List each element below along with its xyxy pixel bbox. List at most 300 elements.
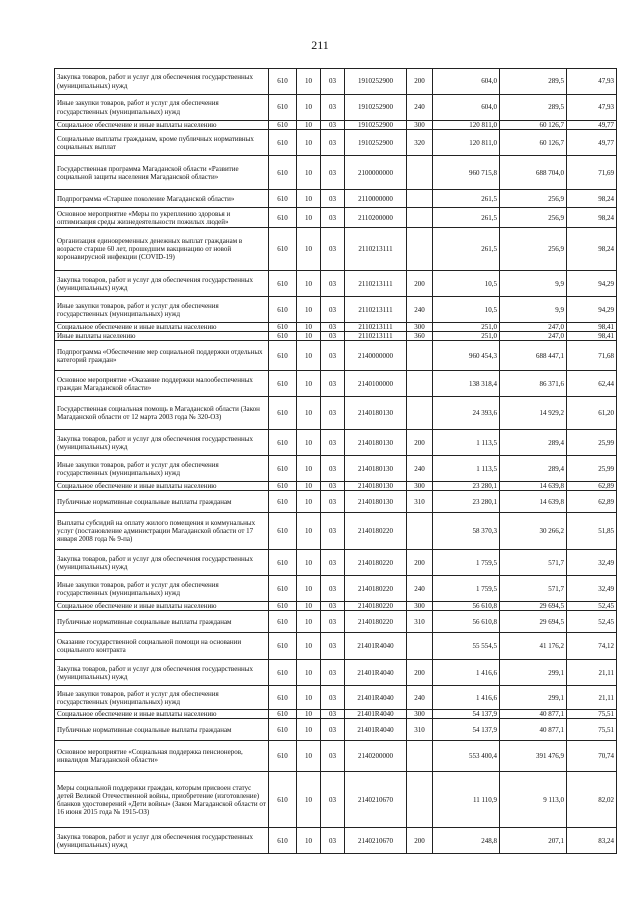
cell-name: Основное мероприятие «Меры по укреплению здоровья и оптимизация среды жизнедеятельности пожилых людей» (55, 208, 269, 228)
cell-ved: 610 (269, 550, 297, 576)
cell-csr: 1910252900 (345, 95, 407, 121)
cell-fact: 41 176,2 (500, 633, 567, 660)
cell-pct: 98,24 (567, 228, 617, 271)
cell-plan: 960 715,8 (433, 156, 500, 190)
cell-plan: 261,5 (433, 228, 500, 271)
cell-ved: 610 (269, 828, 297, 854)
cell-pr: 03 (321, 828, 345, 854)
cell-pct: 98,24 (567, 208, 617, 228)
cell-pr: 03 (321, 156, 345, 190)
cell-rz: 10 (297, 686, 321, 710)
cell-plan: 23 280,1 (433, 491, 500, 513)
cell-ved: 610 (269, 332, 297, 341)
cell-csr: 2110213111 (345, 228, 407, 271)
cell-fact: 256,9 (500, 190, 567, 208)
cell-plan: 1 113,5 (433, 430, 500, 456)
cell-vr: 200 (407, 550, 433, 576)
cell-csr: 2140100000 (345, 371, 407, 397)
table-row (55, 69, 617, 95)
cell-rz: 10 (297, 371, 321, 397)
cell-ved: 610 (269, 491, 297, 513)
table-row (55, 208, 617, 228)
cell-pct: 21,11 (567, 686, 617, 710)
cell-csr: 2110213111 (345, 297, 407, 323)
cell-rz: 10 (297, 633, 321, 660)
table-row (55, 371, 617, 397)
cell-fact: 60 126,7 (500, 121, 567, 130)
cell-vr: 310 (407, 491, 433, 513)
cell-vr: 240 (407, 95, 433, 121)
cell-name: Государственная социальная помощь в Магаданской области (Закон Магаданской области от 12 марта 2003 года № 320-ОЗ) (55, 397, 269, 430)
cell-fact: 571,7 (500, 576, 567, 602)
cell-ved: 610 (269, 208, 297, 228)
cell-rz: 10 (297, 741, 321, 772)
cell-name: Социальное обеспечение и иные выплаты населению (55, 482, 269, 491)
cell-fact: 256,9 (500, 208, 567, 228)
cell-fact: 14 929,2 (500, 397, 567, 430)
cell-vr: 200 (407, 271, 433, 297)
cell-name: Выплаты субсидий на оплату жилого помещения и коммунальных услуг (постановление администрации Магаданской области от 17 января 2008 года № 9-па) (55, 513, 269, 550)
cell-plan: 56 610,8 (433, 611, 500, 633)
cell-pct: 62,89 (567, 482, 617, 491)
cell-rz: 10 (297, 323, 321, 332)
cell-vr (407, 397, 433, 430)
cell-ved: 610 (269, 130, 297, 156)
cell-rz: 10 (297, 121, 321, 130)
cell-pct: 83,24 (567, 828, 617, 854)
cell-pct: 49,77 (567, 130, 617, 156)
cell-vr: 200 (407, 69, 433, 95)
cell-csr: 2140180220 (345, 602, 407, 611)
cell-vr (407, 772, 433, 828)
cell-csr: 2140210670 (345, 828, 407, 854)
table-row (55, 491, 617, 513)
cell-pr: 03 (321, 271, 345, 297)
cell-fact: 30 266,2 (500, 513, 567, 550)
cell-name: Закупка товаров, работ и услуг для обеспечения государственных (муниципальных) нужд (55, 550, 269, 576)
cell-csr: 2110213111 (345, 271, 407, 297)
cell-pr: 03 (321, 611, 345, 633)
cell-plan: 261,5 (433, 208, 500, 228)
cell-vr: 200 (407, 660, 433, 686)
cell-pr: 03 (321, 228, 345, 271)
cell-plan: 553 400,4 (433, 741, 500, 772)
cell-rz: 10 (297, 208, 321, 228)
table-row (55, 513, 617, 550)
cell-name: Основное мероприятие «Социальная поддержка пенсионеров, инвалидов Магаданской области» (55, 741, 269, 772)
cell-pct: 74,12 (567, 633, 617, 660)
cell-ved: 610 (269, 156, 297, 190)
cell-pct: 94,29 (567, 297, 617, 323)
cell-name: Иные закупки товаров, работ и услуг для обеспечения государственных (муниципальных) нужд (55, 297, 269, 323)
cell-pr: 03 (321, 371, 345, 397)
cell-vr (407, 190, 433, 208)
cell-plan: 10,5 (433, 297, 500, 323)
table-row (55, 156, 617, 190)
cell-rz: 10 (297, 69, 321, 95)
table-body (55, 69, 617, 854)
cell-csr: 2100000000 (345, 156, 407, 190)
cell-name: Иные закупки товаров, работ и услуг для обеспечения государственных (муниципальных) нужд (55, 576, 269, 602)
cell-plan: 1 113,5 (433, 456, 500, 482)
cell-vr: 300 (407, 121, 433, 130)
cell-plan: 24 393,6 (433, 397, 500, 430)
cell-rz: 10 (297, 156, 321, 190)
cell-plan: 604,0 (433, 95, 500, 121)
cell-pr: 03 (321, 332, 345, 341)
table-row (55, 772, 617, 828)
page-number: 211 (311, 38, 329, 52)
cell-csr: 21401R4040 (345, 633, 407, 660)
cell-fact: 207,1 (500, 828, 567, 854)
cell-pct: 49,77 (567, 121, 617, 130)
cell-csr: 2140180130 (345, 456, 407, 482)
table-row (55, 710, 617, 719)
cell-rz: 10 (297, 297, 321, 323)
cell-ved: 610 (269, 611, 297, 633)
cell-csr: 2110213111 (345, 323, 407, 332)
cell-fact: 40 877,1 (500, 719, 567, 741)
cell-fact: 289,5 (500, 95, 567, 121)
cell-rz: 10 (297, 332, 321, 341)
table-row (55, 482, 617, 491)
cell-fact: 299,1 (500, 660, 567, 686)
cell-plan: 604,0 (433, 69, 500, 95)
cell-name: Закупка товаров, работ и услуг для обеспечения государственных (муниципальных) нужд (55, 660, 269, 686)
cell-csr: 2140180220 (345, 576, 407, 602)
cell-plan: 138 318,4 (433, 371, 500, 397)
cell-name: Иные закупки товаров, работ и услуг для обеспечения государственных (муниципальных) нужд (55, 95, 269, 121)
cell-vr: 240 (407, 456, 433, 482)
cell-ved: 610 (269, 95, 297, 121)
cell-plan: 11 110,9 (433, 772, 500, 828)
cell-ved: 610 (269, 430, 297, 456)
cell-csr: 2140210670 (345, 772, 407, 828)
cell-ved: 610 (269, 513, 297, 550)
cell-name: Социальные выплаты гражданам, кроме публичных нормативных социальных выплат (55, 130, 269, 156)
cell-pct: 98,24 (567, 190, 617, 208)
cell-pr: 03 (321, 482, 345, 491)
cell-csr: 2140180130 (345, 482, 407, 491)
cell-pct: 75,51 (567, 719, 617, 741)
cell-pr: 03 (321, 741, 345, 772)
cell-rz: 10 (297, 602, 321, 611)
cell-rz: 10 (297, 611, 321, 633)
cell-rz: 10 (297, 772, 321, 828)
cell-ved: 610 (269, 121, 297, 130)
cell-csr: 2140180220 (345, 513, 407, 550)
cell-pr: 03 (321, 69, 345, 95)
table-row (55, 297, 617, 323)
cell-rz: 10 (297, 397, 321, 430)
cell-pr: 03 (321, 341, 345, 371)
cell-plan: 1 416,6 (433, 686, 500, 710)
cell-name: Иные закупки товаров, работ и услуг для обеспечения государственных (муниципальных) нужд (55, 456, 269, 482)
cell-name: Социальное обеспечение и иные выплаты населению (55, 323, 269, 332)
cell-rz: 10 (297, 828, 321, 854)
cell-name: Закупка товаров, работ и услуг для обеспечения государственных (муниципальных) нужд (55, 69, 269, 95)
cell-pct: 82,02 (567, 772, 617, 828)
cell-pr: 03 (321, 297, 345, 323)
cell-plan: 55 554,5 (433, 633, 500, 660)
table-row (55, 576, 617, 602)
cell-pr: 03 (321, 686, 345, 710)
cell-vr: 300 (407, 482, 433, 491)
cell-plan: 248,8 (433, 828, 500, 854)
cell-ved: 610 (269, 341, 297, 371)
cell-pr: 03 (321, 772, 345, 828)
table-row (55, 719, 617, 741)
cell-pct: 61,20 (567, 397, 617, 430)
cell-name: Публичные нормативные социальные выплаты гражданам (55, 719, 269, 741)
cell-fact: 256,9 (500, 228, 567, 271)
cell-name: Иные выплаты населению (55, 332, 269, 341)
cell-pr: 03 (321, 602, 345, 611)
cell-plan: 54 137,9 (433, 710, 500, 719)
cell-ved: 610 (269, 482, 297, 491)
cell-plan: 58 370,3 (433, 513, 500, 550)
cell-fact: 688 447,1 (500, 341, 567, 371)
cell-plan: 1 759,5 (433, 550, 500, 576)
cell-csr: 2140180130 (345, 491, 407, 513)
cell-fact: 247,0 (500, 323, 567, 332)
cell-fact: 289,5 (500, 69, 567, 95)
cell-csr: 21401R4040 (345, 719, 407, 741)
cell-ved: 610 (269, 271, 297, 297)
cell-vr: 310 (407, 611, 433, 633)
cell-pct: 47,93 (567, 95, 617, 121)
cell-vr: 310 (407, 719, 433, 741)
cell-csr: 1910252900 (345, 121, 407, 130)
cell-fact: 29 694,5 (500, 602, 567, 611)
cell-csr: 2110200000 (345, 208, 407, 228)
cell-pr: 03 (321, 710, 345, 719)
table-row (55, 397, 617, 430)
cell-plan: 261,5 (433, 190, 500, 208)
cell-pr: 03 (321, 95, 345, 121)
cell-ved: 610 (269, 69, 297, 95)
table-row (55, 341, 617, 371)
table-row (55, 130, 617, 156)
cell-plan: 120 811,0 (433, 121, 500, 130)
cell-pct: 32,49 (567, 576, 617, 602)
cell-name: Оказание государственной социальной помощи на основании социального контракта (55, 633, 269, 660)
cell-vr: 200 (407, 430, 433, 456)
cell-plan: 120 811,0 (433, 130, 500, 156)
cell-name: Социальное обеспечение и иные выплаты населению (55, 710, 269, 719)
cell-vr: 300 (407, 323, 433, 332)
cell-pr: 03 (321, 633, 345, 660)
cell-pct: 52,45 (567, 611, 617, 633)
table-row (55, 633, 617, 660)
cell-rz: 10 (297, 482, 321, 491)
cell-csr: 1910252900 (345, 69, 407, 95)
cell-ved: 610 (269, 719, 297, 741)
cell-rz: 10 (297, 513, 321, 550)
cell-plan: 251,0 (433, 323, 500, 332)
table-row (55, 828, 617, 854)
cell-vr: 360 (407, 332, 433, 341)
table-row (55, 271, 617, 297)
cell-vr (407, 208, 433, 228)
cell-vr (407, 633, 433, 660)
table-row (55, 323, 617, 332)
cell-plan: 56 610,8 (433, 602, 500, 611)
table-row (55, 190, 617, 208)
cell-vr: 320 (407, 130, 433, 156)
cell-name: Государственная программа Магаданской области «Развитие социальной защиты населения Магаданской области» (55, 156, 269, 190)
cell-fact: 40 877,1 (500, 710, 567, 719)
cell-csr: 21401R4040 (345, 710, 407, 719)
cell-rz: 10 (297, 719, 321, 741)
table-row (55, 660, 617, 686)
cell-pr: 03 (321, 719, 345, 741)
cell-pct: 51,85 (567, 513, 617, 550)
cell-pct: 71,68 (567, 341, 617, 371)
cell-vr (407, 156, 433, 190)
cell-vr: 240 (407, 297, 433, 323)
cell-pr: 03 (321, 208, 345, 228)
cell-vr (407, 341, 433, 371)
cell-fact: 60 126,7 (500, 130, 567, 156)
cell-rz: 10 (297, 95, 321, 121)
cell-ved: 610 (269, 710, 297, 719)
cell-plan: 1 759,5 (433, 576, 500, 602)
cell-ved: 610 (269, 371, 297, 397)
cell-rz: 10 (297, 550, 321, 576)
cell-ved: 610 (269, 190, 297, 208)
cell-fact: 299,1 (500, 686, 567, 710)
cell-vr: 200 (407, 828, 433, 854)
table-row (55, 456, 617, 482)
cell-name: Иные закупки товаров, работ и услуг для обеспечения государственных (муниципальных) нужд (55, 686, 269, 710)
cell-name: Закупка товаров, работ и услуг для обеспечения государственных (муниципальных) нужд (55, 828, 269, 854)
cell-pr: 03 (321, 550, 345, 576)
cell-pct: 94,29 (567, 271, 617, 297)
cell-vr (407, 371, 433, 397)
cell-pr: 03 (321, 130, 345, 156)
cell-ved: 610 (269, 686, 297, 710)
cell-ved: 610 (269, 576, 297, 602)
budget-table (54, 68, 617, 854)
cell-ved: 610 (269, 323, 297, 332)
cell-pct: 25,99 (567, 456, 617, 482)
table-row (55, 332, 617, 341)
cell-ved: 610 (269, 397, 297, 430)
cell-csr: 1910252900 (345, 130, 407, 156)
cell-pct: 52,45 (567, 602, 617, 611)
cell-fact: 14 639,8 (500, 482, 567, 491)
cell-ved: 610 (269, 456, 297, 482)
cell-ved: 610 (269, 602, 297, 611)
cell-name: Подпрограмма «Старшее поколение Магаданской области» (55, 190, 269, 208)
cell-fact: 9,9 (500, 271, 567, 297)
cell-vr: 300 (407, 602, 433, 611)
cell-rz: 10 (297, 341, 321, 371)
cell-plan: 10,5 (433, 271, 500, 297)
cell-rz: 10 (297, 430, 321, 456)
cell-csr: 21401R4040 (345, 660, 407, 686)
cell-rz: 10 (297, 491, 321, 513)
cell-pct: 32,49 (567, 550, 617, 576)
cell-pr: 03 (321, 660, 345, 686)
cell-fact: 247,0 (500, 332, 567, 341)
cell-plan: 251,0 (433, 332, 500, 341)
table-row (55, 550, 617, 576)
cell-fact: 86 371,6 (500, 371, 567, 397)
cell-plan: 54 137,9 (433, 719, 500, 741)
cell-plan: 960 454,3 (433, 341, 500, 371)
cell-ved: 610 (269, 741, 297, 772)
cell-fact: 571,7 (500, 550, 567, 576)
cell-rz: 10 (297, 271, 321, 297)
cell-rz: 10 (297, 190, 321, 208)
table-row (55, 95, 617, 121)
cell-name: Закупка товаров, работ и услуг для обеспечения государственных (муниципальных) нужд (55, 430, 269, 456)
cell-pr: 03 (321, 397, 345, 430)
cell-fact: 289,4 (500, 430, 567, 456)
cell-ved: 610 (269, 660, 297, 686)
cell-fact: 289,4 (500, 456, 567, 482)
table-row (55, 228, 617, 271)
cell-vr (407, 741, 433, 772)
cell-name: Основное мероприятие «Оказание поддержки малообеспеченных граждан Магаданской области» (55, 371, 269, 397)
cell-pct: 70,74 (567, 741, 617, 772)
cell-plan: 1 416,6 (433, 660, 500, 686)
table-row (55, 602, 617, 611)
cell-csr: 2140200000 (345, 741, 407, 772)
cell-name: Социальное обеспечение и иные выплаты населению (55, 121, 269, 130)
cell-ved: 610 (269, 772, 297, 828)
cell-name: Меры социальной поддержки граждан, которым присвоен статус детей Великой Отечественной войны, приобретение (изготовление) бланков удостоверений «Дети войны» (Закон Магаданской области от 16 июня 2015 года № 1915-ОЗ) (55, 772, 269, 828)
table-row (55, 121, 617, 130)
cell-ved: 610 (269, 228, 297, 271)
cell-pr: 03 (321, 121, 345, 130)
cell-fact: 9,9 (500, 297, 567, 323)
cell-fact: 391 476,9 (500, 741, 567, 772)
cell-csr: 2140000000 (345, 341, 407, 371)
cell-fact: 29 694,5 (500, 611, 567, 633)
cell-csr: 21401R4040 (345, 686, 407, 710)
cell-name: Публичные нормативные социальные выплаты гражданам (55, 491, 269, 513)
cell-pct: 25,99 (567, 430, 617, 456)
cell-vr: 300 (407, 710, 433, 719)
cell-pct: 47,93 (567, 69, 617, 95)
cell-rz: 10 (297, 456, 321, 482)
cell-rz: 10 (297, 710, 321, 719)
cell-name: Публичные нормативные социальные выплаты гражданам (55, 611, 269, 633)
cell-vr (407, 228, 433, 271)
cell-pr: 03 (321, 430, 345, 456)
cell-ved: 610 (269, 297, 297, 323)
cell-plan: 23 280,1 (433, 482, 500, 491)
cell-pr: 03 (321, 576, 345, 602)
cell-pct: 71,69 (567, 156, 617, 190)
cell-csr: 2140180220 (345, 611, 407, 633)
cell-name: Социальное обеспечение и иные выплаты населению (55, 602, 269, 611)
cell-csr: 2110000000 (345, 190, 407, 208)
cell-pr: 03 (321, 190, 345, 208)
cell-rz: 10 (297, 660, 321, 686)
cell-rz: 10 (297, 228, 321, 271)
cell-pr: 03 (321, 513, 345, 550)
cell-vr (407, 513, 433, 550)
cell-csr: 2140180220 (345, 550, 407, 576)
cell-csr: 2140180130 (345, 397, 407, 430)
cell-ved: 610 (269, 633, 297, 660)
cell-pr: 03 (321, 323, 345, 332)
table-row (55, 611, 617, 633)
